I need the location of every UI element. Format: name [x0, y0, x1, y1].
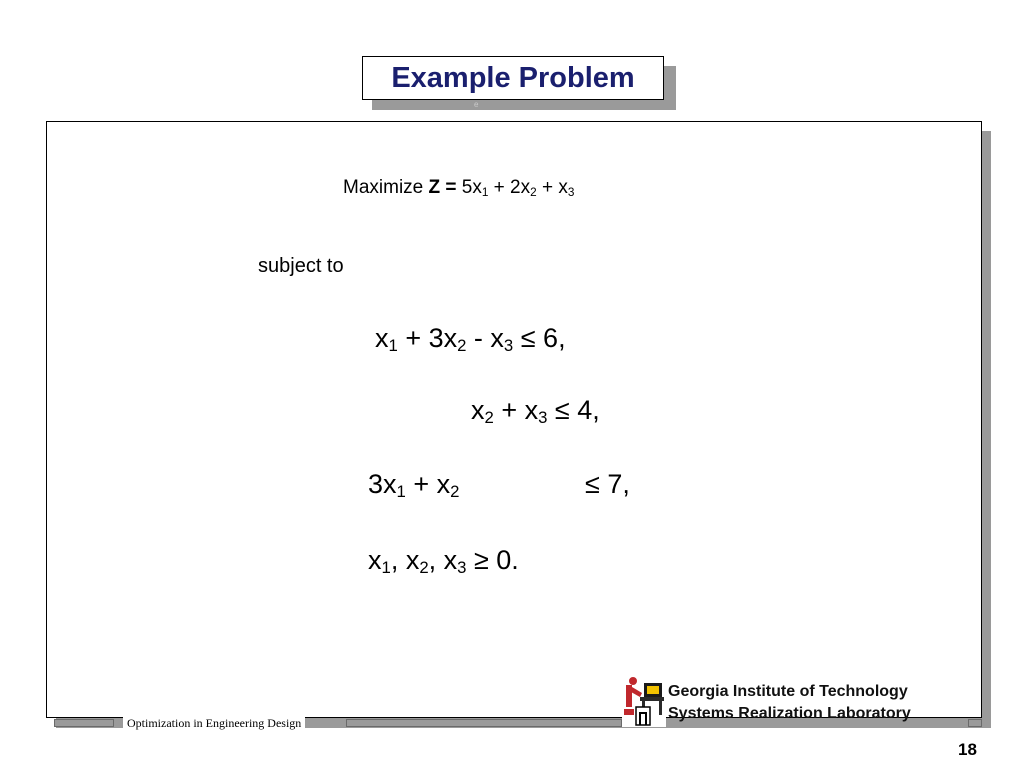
footer-bar-right: [968, 719, 982, 727]
constraint-rhs: ≥ 0.: [466, 545, 519, 575]
title-mark: e: [474, 100, 479, 109]
constraint-subscript: 2: [419, 558, 429, 578]
constraint-term: x: [375, 323, 389, 353]
lab-name: Systems Realization Laboratory: [668, 705, 911, 722]
institute-name: Georgia Institute of Technology: [668, 683, 908, 700]
objective-function: [343, 177, 574, 199]
constraint-term: + x: [493, 395, 539, 425]
constraint-term: - x: [466, 323, 504, 353]
constraint-subscript: 1: [381, 558, 391, 578]
constraint-subscript: 3: [457, 558, 467, 578]
constraint-subscript: 1: [388, 336, 398, 356]
constraint-term: x: [368, 545, 382, 575]
objective-subscript: 1: [481, 185, 489, 199]
footer-bar-left: [54, 719, 114, 727]
course-name: Optimization in Engineering Design: [123, 716, 305, 731]
page-number: 18: [958, 740, 977, 759]
constraint-term: , x: [390, 545, 420, 575]
constraint-term: , x: [428, 545, 458, 575]
objective-variable: Z =: [428, 177, 457, 198]
constraint-term: x: [471, 395, 485, 425]
subject-to-label: subject to: [258, 255, 344, 277]
constraint-1: [375, 322, 566, 354]
nonnegativity-constraint: [368, 544, 519, 576]
constraint-term: + 3x: [397, 323, 458, 353]
constraint-term: + x: [405, 469, 451, 499]
objective-prefix: Maximize: [343, 177, 429, 198]
constraint-subscript: 2: [450, 482, 460, 502]
slide-title: Example Problem: [362, 56, 664, 100]
constraint-3: [368, 468, 459, 500]
constraint-subscript: 3: [538, 408, 548, 428]
constraint-rhs: ≤ 6,: [513, 323, 566, 353]
footer-bar-middle: [346, 719, 622, 727]
constraint-subscript: 1: [396, 482, 406, 502]
constraint-2: [471, 394, 600, 426]
constraint-subscript: 3: [503, 336, 514, 356]
objective-term: 5x: [456, 177, 482, 198]
objective-subscript: 2: [530, 185, 537, 199]
objective-term: + 2x: [488, 177, 531, 198]
objective-subscript: 3: [567, 185, 575, 199]
constraint-rhs: ≤ 4,: [547, 395, 600, 425]
constraint-subscript: 2: [457, 336, 467, 356]
objective-term: + x: [536, 177, 568, 198]
constraint-3-rhs: ≤ 7,: [585, 469, 630, 499]
srl-logo-icon: [622, 673, 666, 727]
constraint-subscript: 2: [484, 408, 494, 428]
constraint-term: 3x: [368, 469, 397, 499]
